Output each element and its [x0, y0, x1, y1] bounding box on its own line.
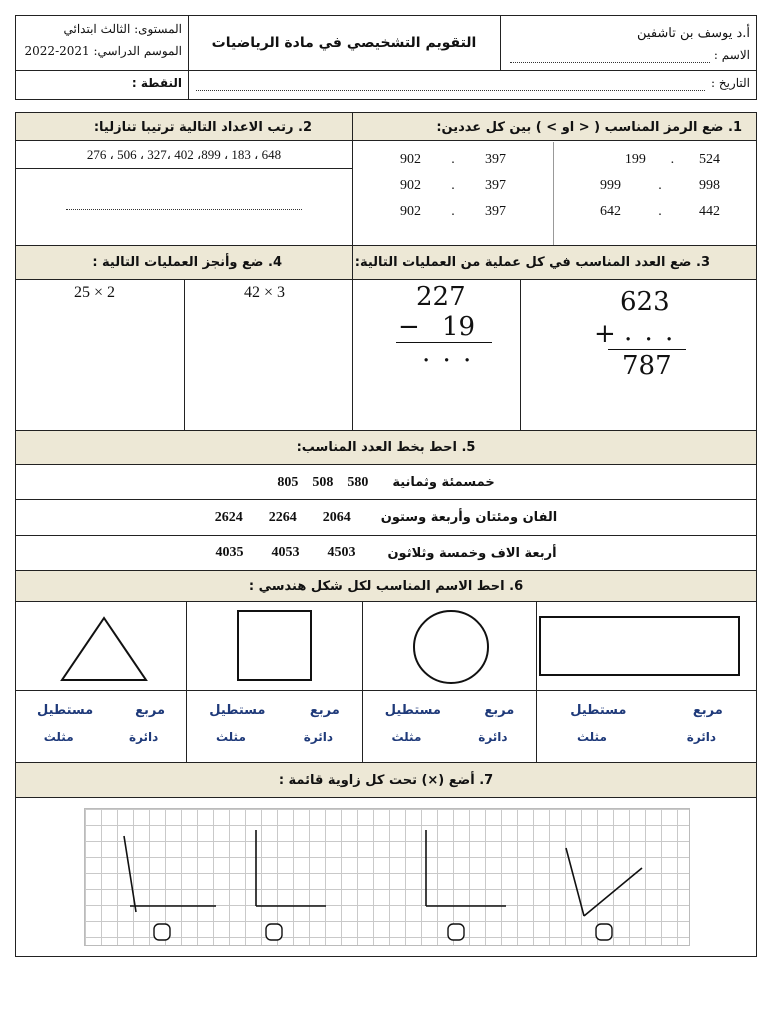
add-result: 787: [622, 351, 672, 381]
add-line: [608, 349, 686, 350]
q4-op2: 25 × 2: [74, 284, 116, 301]
angle-3: [426, 830, 506, 906]
q3-title: 3. ضع العدد المناسب في كل عملية من العمليات التالية:: [354, 255, 710, 270]
q5-option[interactable]: 4035: [215, 545, 244, 560]
option-circle[interactable]: دائرة: [478, 730, 508, 744]
q1-answer-dot[interactable]: .: [658, 178, 662, 193]
sub-blank[interactable]: . . .: [422, 338, 474, 368]
q1-pair: [400, 204, 506, 230]
q6-options-col2: [187, 703, 362, 744]
v-divider-row2: [352, 245, 353, 430]
add-blank[interactable]: . . .: [624, 317, 676, 347]
q1-value: 902: [400, 178, 421, 193]
q1-pair: [400, 152, 506, 178]
q1-value: 998: [699, 178, 720, 193]
q5-option[interactable]: 2624: [214, 509, 243, 525]
option-triangle[interactable]: مثلث: [391, 730, 422, 744]
angle-4: [566, 848, 642, 916]
q1-pair: [600, 204, 720, 230]
q2-answer-line[interactable]: [66, 200, 302, 210]
grade-label: النقطة :: [131, 76, 182, 90]
q1-title: 1. ضع الرمز المناسب ( < او > ) بين كل عددين:: [436, 119, 742, 135]
q1-value: 999: [600, 178, 621, 193]
q6-shapes: [16, 602, 756, 690]
option-rectangle[interactable]: مستطيل: [37, 703, 94, 718]
q6-options-col3: [363, 703, 536, 744]
option-rectangle[interactable]: مستطيل: [209, 703, 266, 718]
q2-numbers: 648 ، 183 ، 899، 402 ،327 ، 506 ، 276: [86, 147, 282, 162]
q5-row-text: خمسمئة وثمانية: [392, 475, 495, 490]
q1-pair: [400, 178, 506, 204]
q2-divider: [16, 168, 352, 169]
q5-row-text: أربعة الاف وخمسة وثلاثون: [387, 545, 557, 561]
q5-row-1: [16, 466, 756, 500]
q5-option[interactable]: 508: [312, 474, 334, 490]
q5-option[interactable]: 4503: [327, 545, 356, 560]
add-op: +: [594, 319, 616, 349]
q2-title: 2. رتب الاعداد التالية ترتيبا تنازليا:: [93, 119, 312, 135]
q1-value: 199: [624, 152, 646, 167]
q4-inner-divider: [184, 280, 185, 430]
angles-drawing: [84, 808, 690, 946]
q4-op1: 42 × 3: [244, 284, 286, 301]
q4-title: 4. ضع وأنجز العمليات التالية :: [92, 255, 282, 270]
option-rectangle[interactable]: مستطيل: [384, 703, 441, 718]
option-triangle[interactable]: مثلث: [576, 730, 607, 744]
answer-box-4[interactable]: [596, 924, 612, 940]
q1-value: 397: [485, 204, 506, 219]
option-square[interactable]: مربع: [135, 703, 166, 718]
q5-option[interactable]: 4053: [271, 545, 300, 560]
option-triangle[interactable]: مثلث: [215, 730, 246, 744]
q3-inner-divider: [520, 280, 521, 430]
teacher-name: أ.د يوسف بن تاشفين: [637, 26, 750, 41]
q6-shapes-bottom: [16, 690, 756, 691]
option-circle[interactable]: دائرة: [303, 730, 334, 744]
q1-pair: [600, 178, 720, 204]
q1-inner-divider: [553, 142, 554, 245]
answer-box-1[interactable]: [154, 924, 170, 940]
q7-title: 7. أضع (×) تحت كل زاوية قائمة :: [278, 772, 494, 788]
q3-addition: [590, 285, 700, 385]
q5-option[interactable]: 805: [277, 474, 299, 490]
angle-1: [124, 836, 216, 912]
option-triangle[interactable]: مثلث: [43, 730, 74, 744]
option-square[interactable]: مربع: [692, 703, 723, 718]
q1-value: 642: [600, 204, 621, 219]
name-field[interactable]: [510, 48, 750, 66]
q1-answer-dot[interactable]: .: [658, 204, 662, 219]
exam-title: التقويم التشخيصي في مادة الرياضيات: [211, 35, 477, 51]
option-circle[interactable]: دائرة: [686, 730, 717, 744]
q1-value: 397: [485, 178, 506, 193]
q5-row-2: [16, 500, 756, 536]
q1-right-col: [600, 152, 720, 230]
sub-op: −: [398, 312, 420, 342]
sub-bottom: 19: [442, 312, 476, 342]
name-label: الاسم :: [713, 48, 750, 62]
q1-answer-dot[interactable]: .: [670, 152, 675, 167]
q1-left-col: [400, 152, 506, 230]
q3-subtraction: [392, 280, 502, 380]
header-divider-v2: [500, 15, 501, 71]
q6-options-col4: [537, 703, 756, 744]
sub-top: 227: [416, 282, 466, 312]
option-square[interactable]: مربع: [309, 703, 340, 718]
triangle-shape: [62, 618, 146, 680]
date-dots: [196, 76, 705, 91]
q5-option[interactable]: 2064: [322, 509, 351, 525]
q1-value: 397: [485, 152, 506, 167]
q1-pair: [600, 152, 720, 178]
q1-answer-dot[interactable]: .: [451, 178, 455, 193]
q5-title: 5. احط بخط العدد المناسب:: [296, 440, 476, 455]
option-rectangle[interactable]: مستطيل: [570, 703, 627, 718]
level: المستوى: الثالث ابتدائي: [63, 22, 182, 36]
square-shape: [238, 611, 311, 680]
q5-option[interactable]: 2264: [268, 509, 297, 525]
option-square[interactable]: مربع: [484, 703, 515, 718]
answer-box-2[interactable]: [266, 924, 282, 940]
q1-answer-dot[interactable]: .: [451, 152, 455, 167]
rectangle-shape: [540, 617, 739, 675]
season: الموسم الدراسي: 2021-2022: [24, 44, 182, 58]
q5-row-3: [16, 536, 756, 570]
q1-value: 442: [699, 204, 720, 219]
q6-title: 6. احط الاسم المناسب لكل شكل هندسي :: [248, 578, 524, 594]
q1-value: 524: [698, 152, 720, 167]
q5-option[interactable]: 580: [347, 474, 369, 490]
angle-2: [256, 830, 326, 906]
circle-shape: [414, 611, 488, 683]
add-top: 623: [620, 287, 670, 317]
v-divider-row1: [352, 113, 353, 245]
q6-options-col1: [16, 703, 186, 744]
date-field[interactable]: [196, 76, 750, 94]
q1-value: 902: [400, 204, 421, 219]
name-dots: [510, 48, 710, 63]
date-label: التاريخ :: [710, 76, 750, 90]
q5-row-text: الفان ومئتان وأربعة وستون: [380, 510, 558, 525]
answer-box-3[interactable]: [448, 924, 464, 940]
q1-answer-dot[interactable]: .: [451, 204, 455, 219]
q1-value: 902: [400, 152, 421, 167]
option-circle[interactable]: دائرة: [129, 730, 159, 744]
